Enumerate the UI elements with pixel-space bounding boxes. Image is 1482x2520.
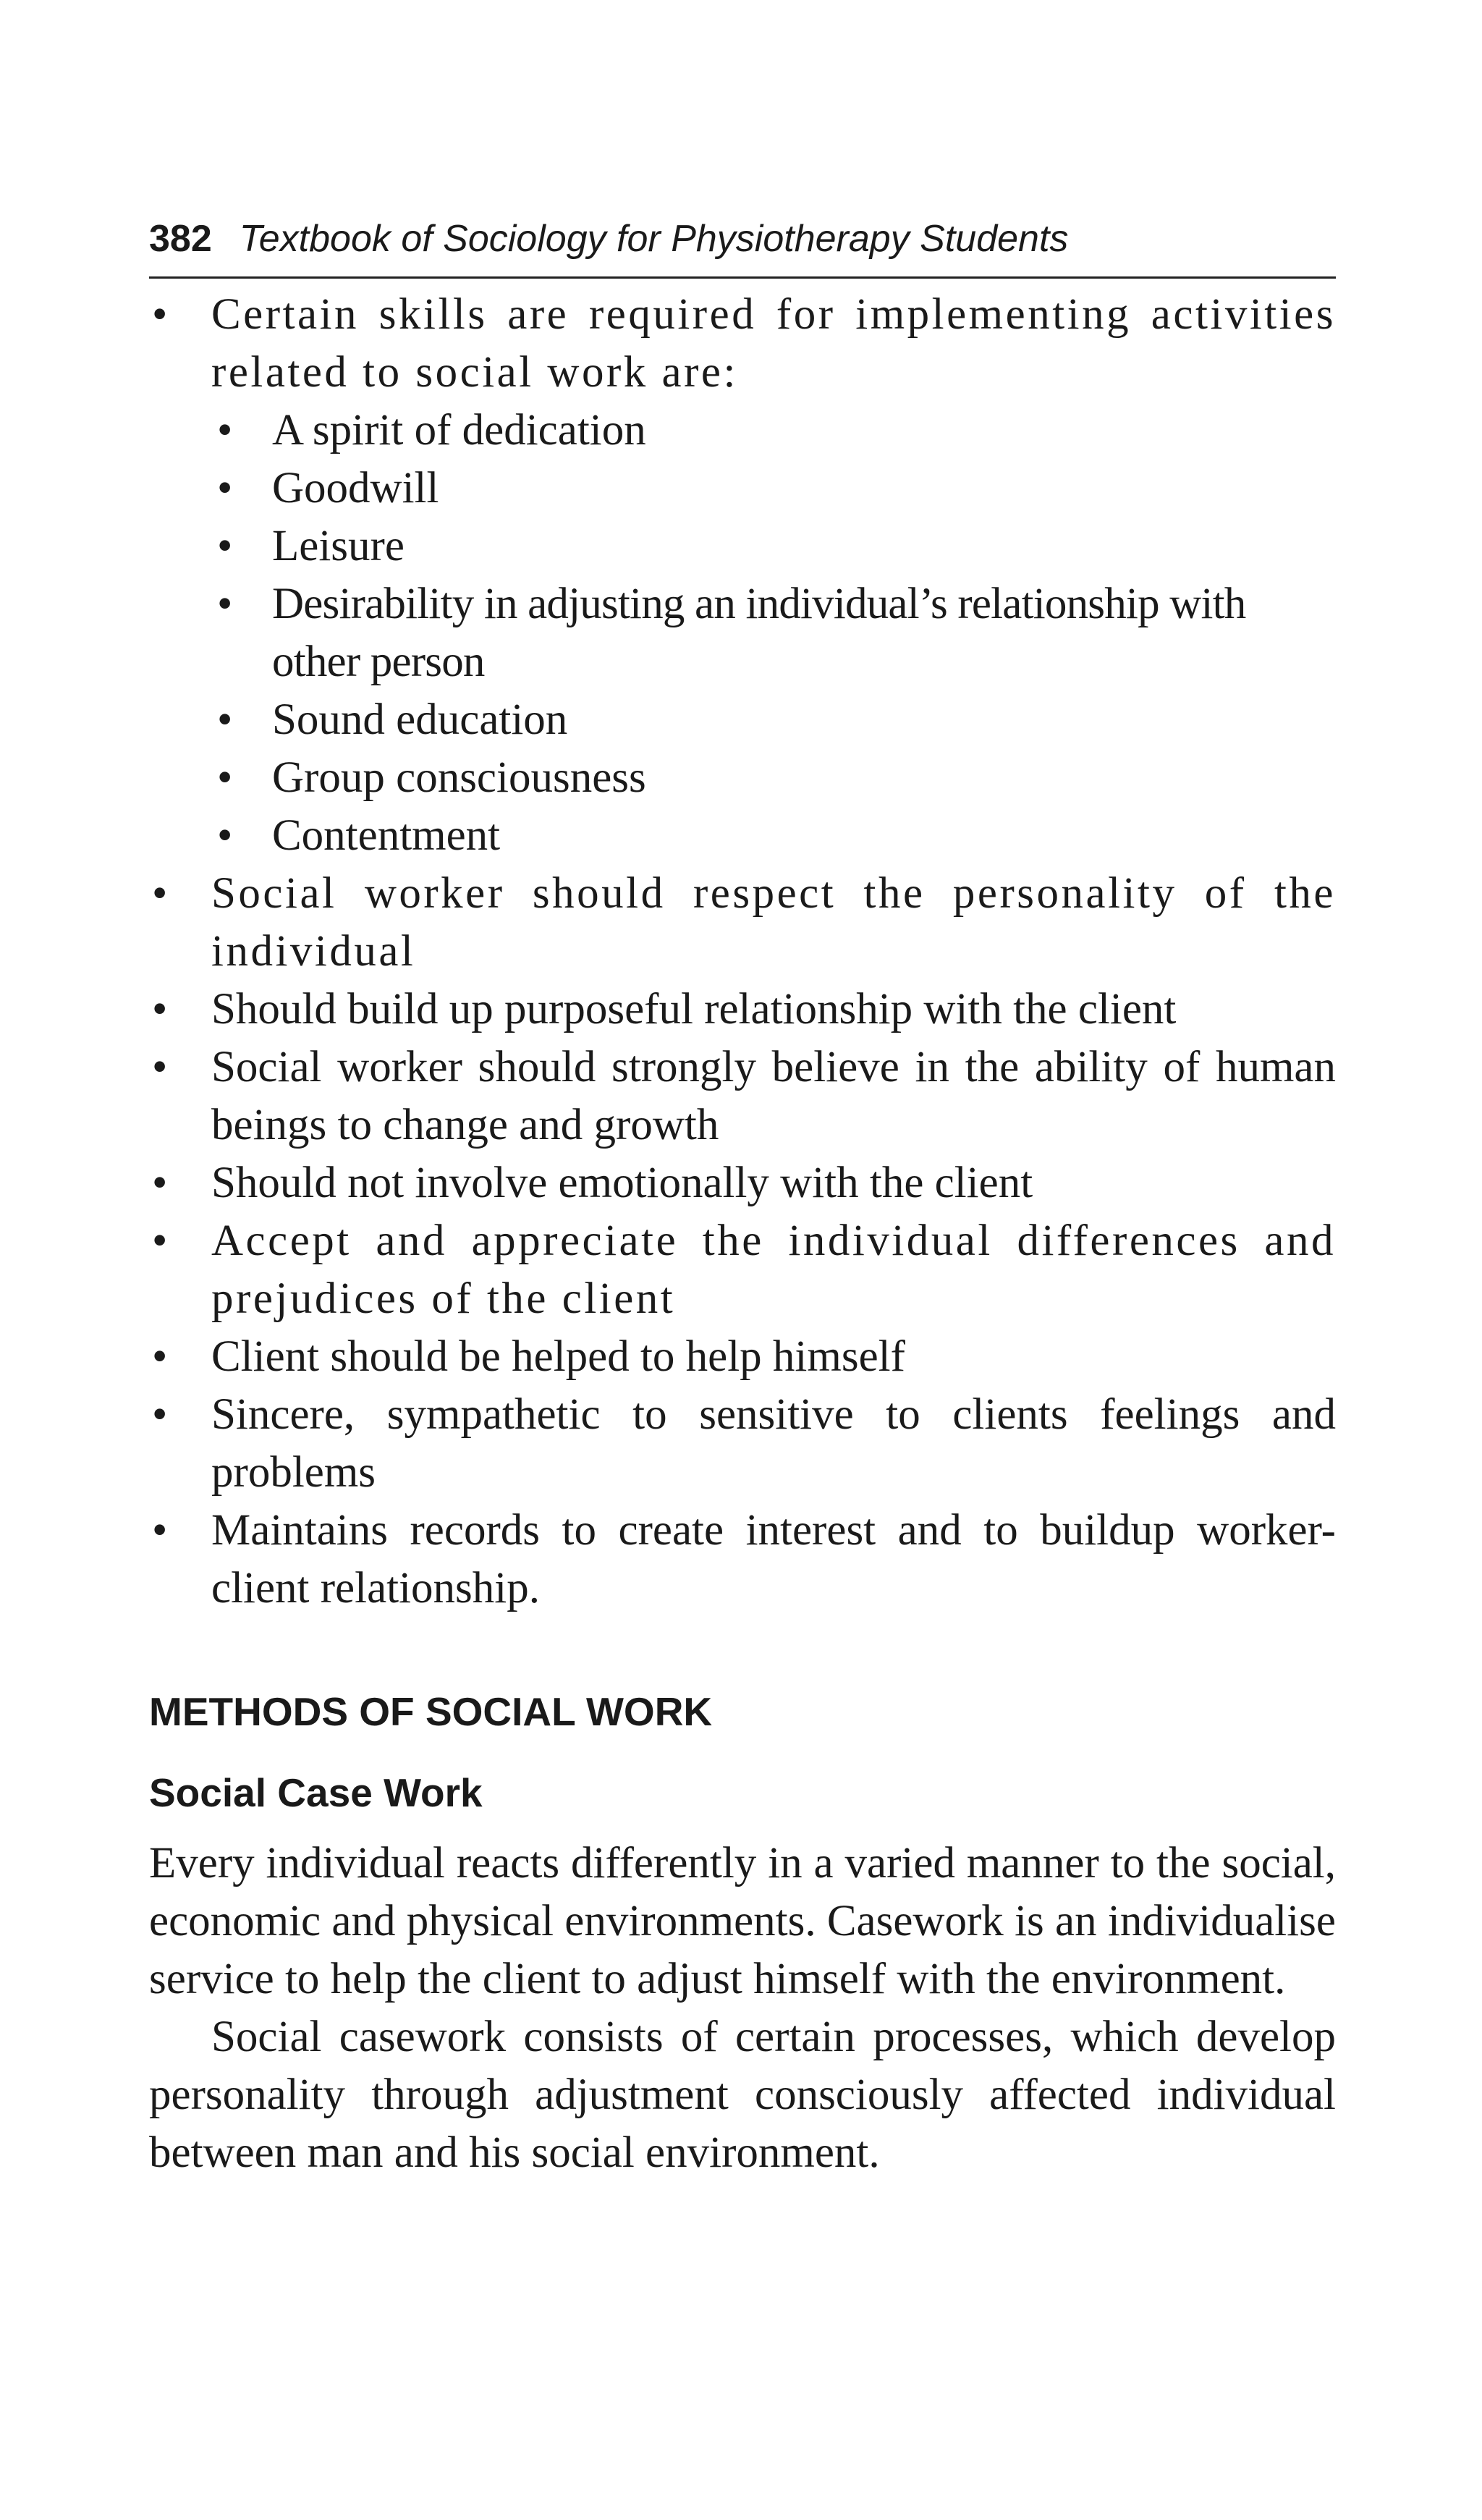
page-body <box>149 286 1336 2182</box>
sub-list-item-text: Contentment <box>272 811 501 860</box>
list-item-text: Social worker should respect the personality of the individual <box>211 869 1336 976</box>
bullet-icon: • <box>152 1390 168 1439</box>
sub-list-item-text: Desirability in adjusting an individual’s relationship with other person <box>272 580 1246 686</box>
sub-list-item <box>211 517 1336 575</box>
list-item-text: Maintains records to create interest and to buildup worker-client relationship. <box>211 1506 1336 1612</box>
sub-list-item <box>211 402 1336 460</box>
list-item <box>149 1502 1336 1618</box>
bullet-icon: • <box>217 406 233 454</box>
bullet-icon: • <box>217 753 233 802</box>
sub-list-item-text: A spirit of dedication <box>272 406 646 454</box>
subsection-heading: Social Case Work <box>149 1770 483 1815</box>
sub-list-item-text: Leisure <box>272 522 405 570</box>
list-item-text: Certain skills are required for implementing activities related to social work are: <box>211 290 1336 397</box>
bullet-icon: • <box>152 290 168 339</box>
list-item-text: Should build up purposeful relationship with the client <box>211 985 1177 1033</box>
sub-bullet-list <box>211 402 1336 865</box>
list-item <box>149 1154 1336 1212</box>
book-page <box>149 210 1336 2182</box>
list-item-text: Should not involve emotionally with the client <box>211 1159 1033 1207</box>
list-item <box>149 981 1336 1039</box>
sub-list-item <box>211 807 1336 865</box>
list-item <box>149 865 1336 981</box>
sub-list-item-text: Sound education <box>272 695 568 744</box>
sub-list-item-text: Goodwill <box>272 464 439 512</box>
sub-list-item <box>211 575 1336 691</box>
list-item <box>149 286 1336 865</box>
section-heading: METHODS OF SOCIAL WORK <box>149 1689 713 1734</box>
running-header <box>149 210 1336 279</box>
sub-list-item <box>211 749 1336 807</box>
bullet-list <box>149 286 1336 1618</box>
sub-list-item <box>211 460 1336 517</box>
bullet-icon: • <box>217 464 233 512</box>
list-item <box>149 1039 1336 1154</box>
list-item-text: Client should be helped to help himself <box>211 1332 905 1381</box>
paragraph: Social casework consists of certain processes, which develop personality through adjustment consciously affected individual between man and his social environment. <box>149 2013 1336 2177</box>
bullet-icon: • <box>152 1043 168 1091</box>
sub-list-item <box>211 691 1336 749</box>
list-item <box>149 1328 1336 1386</box>
bullet-icon: • <box>217 522 233 570</box>
bullet-icon: • <box>217 580 233 628</box>
list-item <box>149 1212 1336 1328</box>
bullet-icon: • <box>217 811 233 860</box>
sub-list-item-text: Group consciousness <box>272 753 646 802</box>
bullet-icon: • <box>217 695 233 744</box>
bullet-icon: • <box>152 869 168 918</box>
list-item-text: Accept and appreciate the individual differences and prejudices of the client <box>211 1217 1336 1323</box>
list-item-text: Sincere, sympathetic to sensitive to clients feelings and problems <box>211 1390 1336 1497</box>
bullet-icon: • <box>152 1332 168 1381</box>
bullet-icon: • <box>152 1506 168 1555</box>
book-title: Textbook of Sociology for Physiotherapy Students <box>239 218 1069 260</box>
bullet-icon: • <box>152 1159 168 1207</box>
bullet-icon: • <box>152 1217 168 1265</box>
list-item-text: Social worker should strongly believe in the ability of human beings to change and growth <box>211 1043 1336 1149</box>
list-item <box>149 1386 1336 1502</box>
page-number: 382 <box>149 218 212 260</box>
bullet-icon: • <box>152 985 168 1033</box>
paragraph: Every individual reacts differently in a varied manner to the social, economic and physical environments. Casework is an individualise service to help the client to adjust himself with the environment. <box>149 1839 1336 2003</box>
